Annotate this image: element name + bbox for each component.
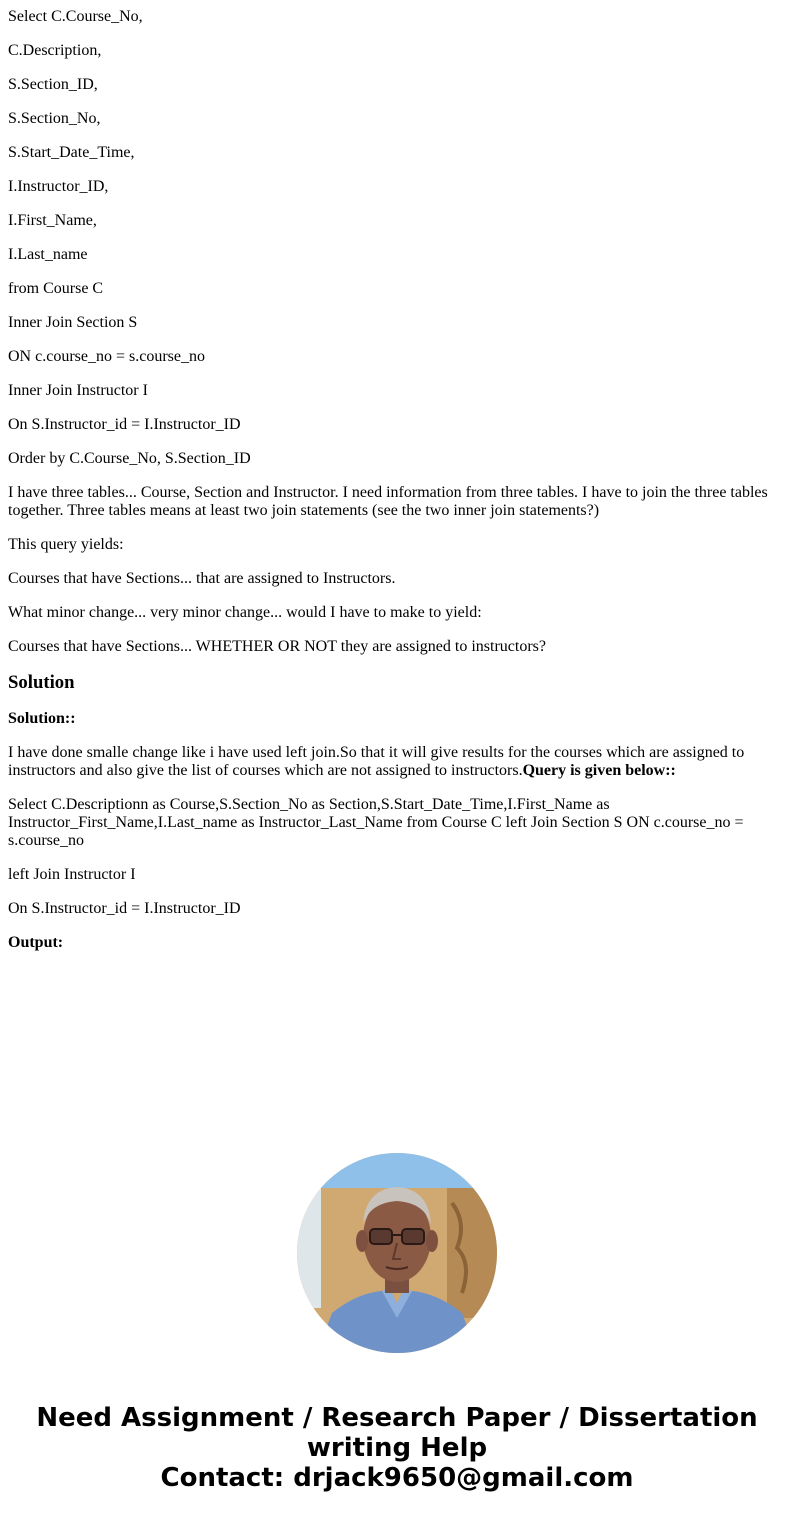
- document-body: [8, 8, 786, 968]
- promo-line-2: writing Help: [306, 1433, 488, 1463]
- solution-heading: Solution: [8, 672, 75, 693]
- query-label: Query is given below::: [522, 762, 676, 779]
- explanation-text: I have done smalle change like i have used left join.So that it will give results for the courses which are assigned to instructors and also give the list of courses which are not assigned to instructors.: [8, 744, 745, 779]
- query-line: S.Section_No,: [8, 110, 101, 127]
- query-line: I.First_Name,: [8, 212, 97, 229]
- query-line: S.Section_ID,: [8, 76, 98, 93]
- query-line: On S.Instructor_id = I.Instructor_ID: [8, 416, 241, 433]
- question-intro: I have three tables... Course, Section and Instructor. I need information from three tables. I have to join the three tables together. Three tables means at least two join statements (see the two inner join statements?): [8, 484, 768, 519]
- yields-result: Courses that have Sections... that are assigned to Instructors.: [8, 570, 396, 587]
- query-line: Order by C.Course_No, S.Section_ID: [8, 450, 251, 467]
- change-question: What minor change... very minor change... would I have to make to yield:: [8, 604, 482, 621]
- solution-query-on: On S.Instructor_id = I.Instructor_ID: [8, 900, 241, 917]
- query-line: S.Start_Date_Time,: [8, 144, 135, 161]
- yields-label: This query yields:: [8, 536, 124, 553]
- query-line: Inner Join Instructor I: [8, 382, 148, 399]
- query-line: Inner Join Section S: [8, 314, 138, 331]
- promo-banner: [0, 1403, 794, 1493]
- solution-label: Solution::: [8, 710, 76, 727]
- query-line: I.Instructor_ID,: [8, 178, 109, 195]
- query-line: I.Last_name: [8, 246, 88, 263]
- target-result: Courses that have Sections... WHETHER OR NOT they are assigned to instructors?: [8, 638, 546, 655]
- solution-query-main: Select C.Descriptionn as Course,S.Section_No as Section,S.Start_Date_Time,I.First_Name as Instructor_First_Name,I.Last_name as Instructor_Last_Name from Course C left Join Section S ON c.course_no = s.course_no: [8, 796, 744, 849]
- promo-line-1: Need Assignment / Research Paper / Dissertation: [36, 1403, 758, 1433]
- solution-explanation: [8, 744, 786, 780]
- avatar-photo: [297, 1153, 497, 1353]
- promo-line-3: Contact: drjack9650@gmail.com: [160, 1463, 634, 1493]
- solution-query-join: left Join Instructor I: [8, 866, 136, 883]
- output-label: Output:: [8, 934, 64, 951]
- query-line: ON c.course_no = s.course_no: [8, 348, 205, 365]
- avatar: [297, 1153, 497, 1353]
- query-line: Select C.Course_No,: [8, 8, 143, 25]
- query-line: from Course C: [8, 280, 104, 297]
- query-line: C.Description,: [8, 42, 102, 59]
